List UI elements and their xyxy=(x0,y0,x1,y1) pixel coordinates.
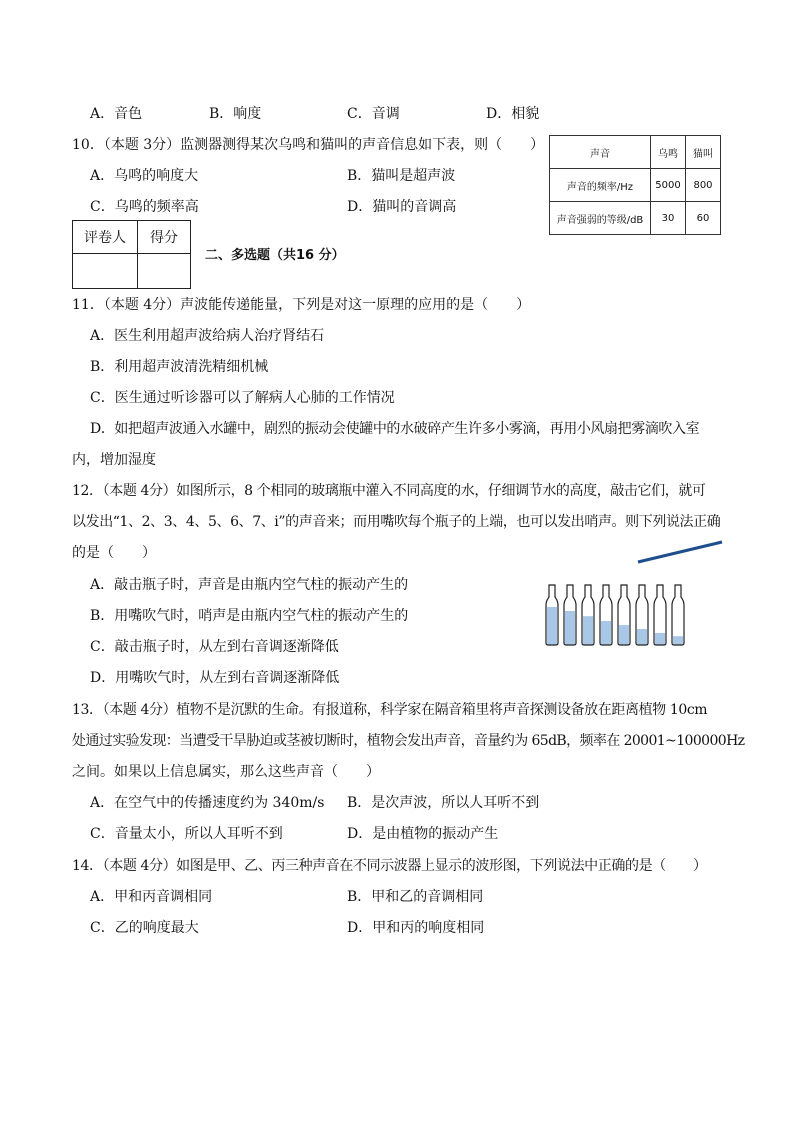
q12-stem-line1: 12．（本题 4分）如图所示，8 个相同的玻璃瓶中灌入不同高度的水，仔细调节水的高度，敲击它们，就可 xyxy=(72,483,706,499)
q10-stem: 10．（本题 3分）监测器测得某次乌鸣和猫叫的声音信息如下表，则（ ） xyxy=(72,137,545,153)
q10-option-d: D．猫叫的音调高 xyxy=(347,199,457,215)
score-box-score-label: 得分 xyxy=(138,221,191,254)
q11-option-a: A．医生利用超声波给病人治疗肾结石 xyxy=(90,328,325,344)
q12-stem-line3: 的是（ ） xyxy=(72,545,156,561)
q9-option-a: A．音色 xyxy=(90,106,143,122)
score-box-grader-cell[interactable] xyxy=(73,254,138,289)
bottle-water xyxy=(619,625,629,645)
table-header-cat: 猫叫 xyxy=(686,136,721,169)
q9-option-b: B．响度 xyxy=(209,106,262,122)
score-box-grader-label: 评卷人 xyxy=(73,221,138,254)
bottle-water xyxy=(637,629,647,645)
q12-option-b: B．用嘴吹气时，哨声是由瓶内空气柱的振动产生的 xyxy=(90,608,409,624)
q13-option-c: C．音量太小，所以人耳听不到 xyxy=(90,826,283,842)
table-cell: 5000 xyxy=(651,169,686,202)
table-header-bird: 乌鸣 xyxy=(651,136,686,169)
q12-stem-line2: 以发出“1、2、3、4、5、6、7、i”的声音来；而用嘴吹每个瓶子的上端，也可以发出哨声。则下列说法正确 xyxy=(72,514,721,530)
bottle-water xyxy=(673,636,683,645)
q9-option-d: D．相貌 xyxy=(486,106,540,122)
score-box-score-cell[interactable] xyxy=(138,254,191,289)
score-box xyxy=(72,220,191,289)
q10-sound-table xyxy=(549,135,721,235)
bottle-water xyxy=(583,616,593,645)
q10-option-c: C．乌鸣的频率高 xyxy=(90,199,199,215)
q11-option-c: C．医生通过听诊器可以了解病人心肺的工作情况 xyxy=(90,390,395,406)
q10-option-b: B．猫叫是超声波 xyxy=(347,168,456,184)
q11-option-d-cont: 内，增加湿度 xyxy=(72,452,156,468)
table-cell: 声音的频率/Hz xyxy=(550,169,651,202)
table-cell: 800 xyxy=(686,169,721,202)
q12-option-a: A．敲击瓶子时，声音是由瓶内空气柱的振动产生的 xyxy=(90,577,409,593)
q13-option-d: D．是由植物的振动产生 xyxy=(347,826,499,842)
q10-option-a: A．乌鸣的响度大 xyxy=(90,168,199,184)
table-cell: 30 xyxy=(651,202,686,235)
q13-option-b: B．是次声波，所以人耳听不到 xyxy=(347,795,540,811)
q11-stem: 11．（本题 4分）声波能传递能量，下列是对这一原理的应用的是（ ） xyxy=(72,297,531,313)
q14-option-c: C．乙的响度最大 xyxy=(90,920,199,936)
bottle-water xyxy=(601,621,611,645)
table-header-sound: 声音 xyxy=(550,136,651,169)
q13-option-a: A．在空气中的传播速度约为 340m/s xyxy=(90,795,325,811)
q9-option-c: C．音调 xyxy=(347,106,400,122)
q14-stem: 14．（本题 4分）如图是甲、乙、丙三种声音在不同示波器上显示的波形图，下列说法中正确的是（ ） xyxy=(72,858,707,874)
q12-option-c: C．敲击瓶子时，从左到右音调逐渐降低 xyxy=(90,639,339,655)
q13-stem-line3: 之间。如果以上信息属实，那么这些声音（ ） xyxy=(72,764,380,780)
bottle-group xyxy=(546,585,684,645)
bottles-figure xyxy=(530,535,730,655)
bottle-water xyxy=(565,611,575,645)
q13-stem-line1: 13．（本题 4分）植物不是沉默的生命。有报道称，科学家在隔音箱里将声音探测设备放在距离植物 10cm xyxy=(72,702,708,718)
q14-option-b: B．甲和乙的音调相同 xyxy=(347,889,484,905)
q12-option-d: D．用嘴吹气时，从左到右音调逐渐降低 xyxy=(90,670,340,686)
striking-stick xyxy=(638,542,722,562)
q11-option-b: B．利用超声波清洗精细机械 xyxy=(90,359,269,375)
bottle xyxy=(672,585,684,645)
q14-option-a: A．甲和丙音调相同 xyxy=(90,889,213,905)
q14-option-d: D．甲和丙的响度相同 xyxy=(347,920,485,936)
section-title: 二、多选题（共16 分） xyxy=(205,248,345,263)
table-cell: 60 xyxy=(686,202,721,235)
bottle-water xyxy=(547,607,557,645)
q13-stem-line2: 处通过实验发现：当遭受干旱胁迫或茎被切断时，植物会发出声音，音量约为 65dB，频率在 20001~100000Hz xyxy=(72,733,745,749)
q11-option-d: D．如把超声波通入水罐中，剧烈的振动会使罐中的水破碎产生许多小雾滴，再用小风扇把雾滴吹入室 xyxy=(90,421,700,437)
table-cell: 声音强弱的等级/dB xyxy=(550,202,651,235)
bottle-water xyxy=(655,633,665,645)
